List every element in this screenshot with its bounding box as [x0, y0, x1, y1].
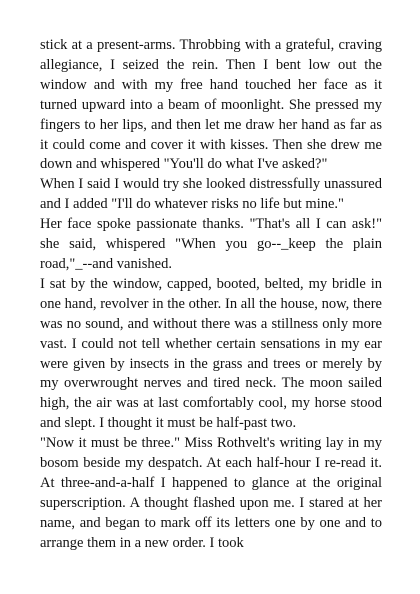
- paragraph-2: When I said I would try she looked distressfully unassured and I added "I'll do whatever risks no life but mine.": [40, 176, 382, 213]
- paragraph-5: "Now it must be three." Miss Rothvelt's writing lay in my bosom beside my despatch. At each half-hour I re-read it. At three-and-a-half I happened to glance at the original superscription. A thought flashed upon me. I stared at her name, and began to mark off its letters one by one and to arrange them in a new order. I took: [40, 435, 382, 551]
- paragraph-1: stick at a present-arms. Throbbing with a grateful, craving allegiance, I seized the rein. Then I bent low out the window and with my free hand touched her face as it turned upward into a beam of moonlight. She pressed my fingers to her lips, and then let me draw her hand as far as it could come and cover it with kisses. Then she drew me down and whispered "You'll do what I've asked?": [40, 37, 382, 173]
- page-text: [40, 36, 382, 554]
- paragraph-4: I sat by the window, capped, booted, belted, my bridle in one hand, revolver in the other. In all the house, now, there was no sound, and without there was a stillness only more vast. I could not tell whether certain sensations in my ear were given by insects in the grass and trees or merely by my overwrought nerves and tired neck. The moon sailed high, the air was at last comfortably cool, my horse stood and slept. I thought it must be half-past two.: [40, 275, 382, 432]
- paragraph-3: Her face spoke passionate thanks. "That's all I can ask!" she said, whispered "When you go--_keep the plain road,"_--and vanished.: [40, 216, 382, 272]
